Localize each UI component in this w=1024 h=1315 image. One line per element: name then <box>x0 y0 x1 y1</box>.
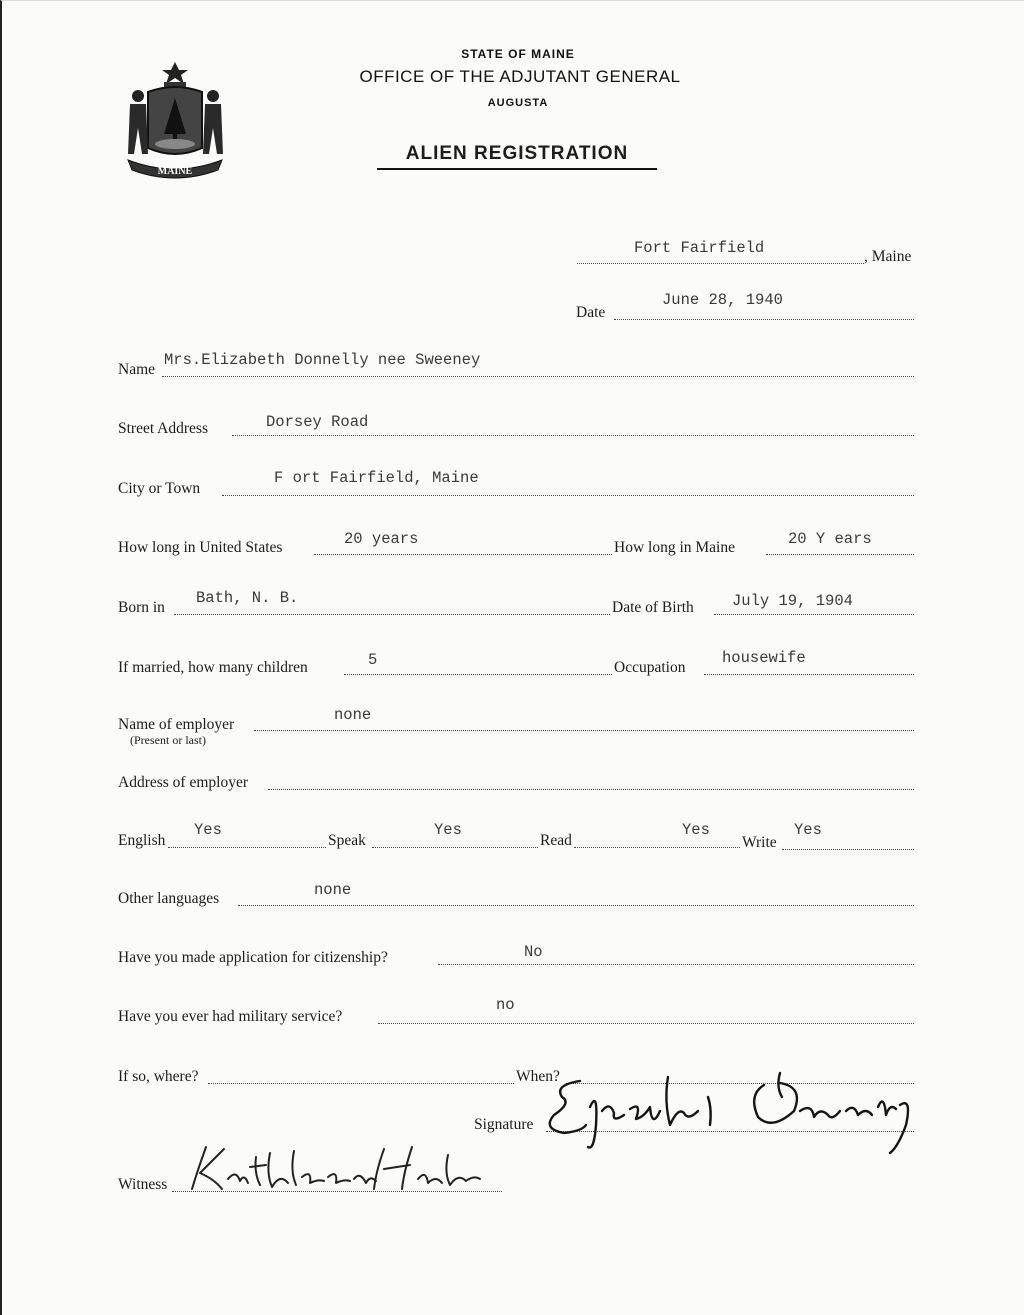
place-value[interactable]: Fort Fairfield <box>634 239 765 257</box>
occupation-line <box>704 674 914 675</box>
english-label: English <box>118 832 166 849</box>
seal-motto: MAINE <box>157 166 193 177</box>
other-languages-line <box>238 905 914 906</box>
name-label: Name <box>118 361 156 378</box>
other-languages-value[interactable]: none <box>314 881 352 899</box>
write-value[interactable]: Yes <box>794 821 822 839</box>
occupation-value[interactable]: housewife <box>722 649 806 667</box>
date-value[interactable]: June 28, 1940 <box>662 291 783 309</box>
form-title: ALIEN REGISTRATION <box>377 143 657 170</box>
write-line <box>782 849 914 850</box>
office-heading: OFFICE OF THE ADJUTANT GENERAL <box>359 67 681 86</box>
military-line <box>378 1023 914 1024</box>
children-label: If married, how many children <box>118 659 308 676</box>
place-suffix: , Maine <box>864 248 912 265</box>
speak-label: Speak <box>328 832 366 849</box>
city-line <box>222 495 914 496</box>
children-value[interactable]: 5 <box>368 651 378 669</box>
us-years-line <box>314 554 612 555</box>
read-value[interactable]: Yes <box>682 821 710 839</box>
dob-value[interactable]: July 19, 1904 <box>732 592 853 610</box>
city-heading: AUGUSTA <box>487 97 549 109</box>
employer-label: Name of employer <box>118 716 235 733</box>
military-value[interactable]: no <box>496 996 515 1014</box>
born-label: Born in <box>118 599 165 616</box>
street-value[interactable]: Dorsey Road <box>266 413 369 431</box>
employer-address-label: Address of employer <box>118 774 248 791</box>
applicant-signature <box>532 1067 922 1159</box>
name-value[interactable]: Mrs.Elizabeth Donnelly nee Sweeney <box>164 351 481 369</box>
signature-label: Signature <box>474 1116 534 1133</box>
city-label: City or Town <box>118 480 201 497</box>
citizenship-label: Have you made application for citizenship? <box>118 949 388 966</box>
street-label: Street Address <box>118 420 208 437</box>
date-label: Date <box>576 304 606 321</box>
citizenship-value[interactable]: No <box>524 943 543 961</box>
born-line <box>174 614 610 615</box>
employer-line <box>254 730 914 731</box>
us-years-label: How long in United States <box>118 539 283 556</box>
occupation-label: Occupation <box>614 659 686 676</box>
english-line <box>168 847 326 848</box>
children-line <box>344 674 612 675</box>
name-line <box>162 376 914 377</box>
when-label: When? <box>516 1068 560 1085</box>
speak-value[interactable]: Yes <box>434 821 462 839</box>
dob-line <box>714 614 914 615</box>
witness-label: Witness <box>118 1176 168 1193</box>
where-label: If so, where? <box>118 1068 199 1085</box>
write-label: Write <box>742 834 777 851</box>
born-value[interactable]: Bath, N. B. <box>196 589 299 607</box>
maine-years-line <box>766 554 914 555</box>
speak-line <box>372 847 538 848</box>
maine-years-label: How long in Maine <box>614 539 735 556</box>
dob-label: Date of Birth <box>612 599 694 616</box>
employer-value[interactable]: none <box>334 706 372 724</box>
other-languages-label: Other languages <box>118 890 220 907</box>
citizenship-line <box>438 964 914 965</box>
city-value[interactable]: F ort Fairfield, Maine <box>274 469 479 487</box>
witness-signature <box>162 1139 492 1199</box>
read-label: Read <box>540 832 572 849</box>
english-value[interactable]: Yes <box>194 821 222 839</box>
military-label: Have you ever had military service? <box>118 1008 343 1025</box>
employer-address-line <box>268 789 914 790</box>
street-line <box>232 435 914 436</box>
employer-sublabel: (Present or last) <box>130 733 206 747</box>
us-years-value[interactable]: 20 years <box>344 530 419 548</box>
state-heading: STATE OF MAINE <box>461 47 575 61</box>
date-line <box>614 319 914 320</box>
place-line <box>577 263 864 264</box>
where-line <box>208 1083 514 1084</box>
read-line <box>574 847 740 848</box>
maine-years-value[interactable]: 20 Y ears <box>788 530 872 548</box>
